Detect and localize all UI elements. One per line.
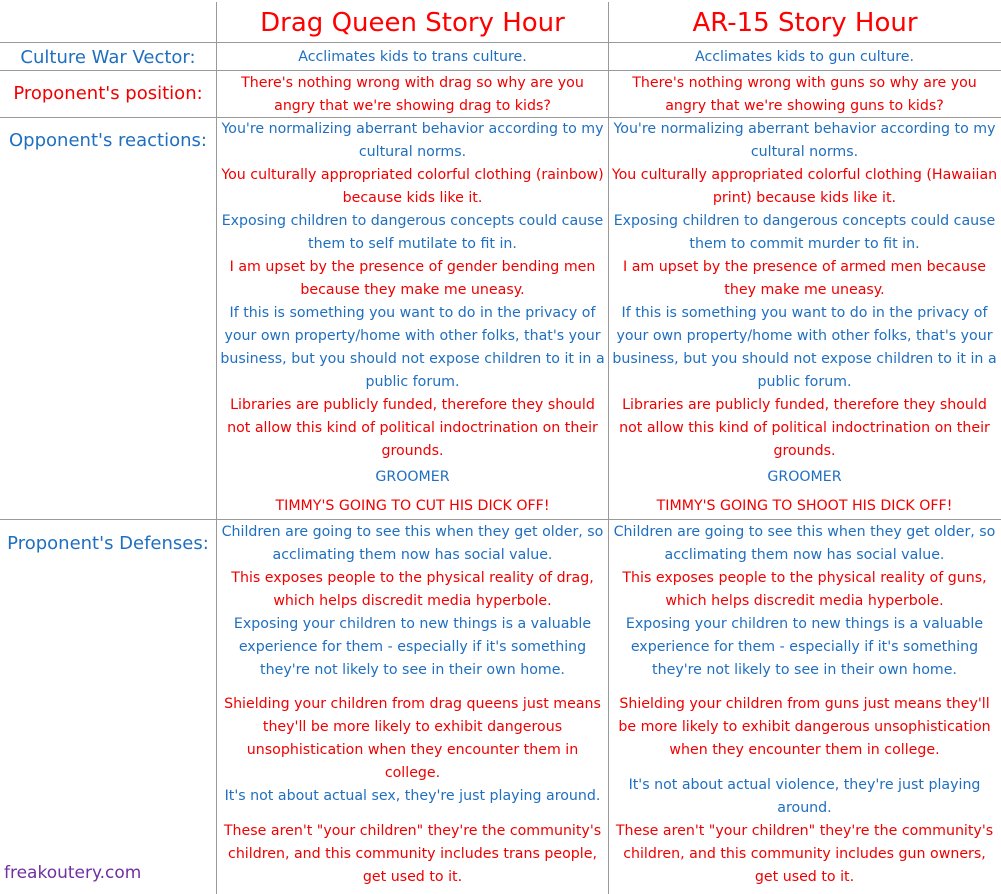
column-header-ar15: AR-15 Story Hour xyxy=(692,8,918,38)
defense-drag-6: These aren't "your children" they're the community's children, and this community includes trans people, get used to it. xyxy=(223,823,602,885)
reaction-drag-3: Exposing children to dangerous concepts could cause them to self mutilate to fit in. xyxy=(221,213,604,252)
reaction-drag-5: If this is something you want to do in the privacy of your own property/home with other folks, that's your business, but you should not expose children to it in a public forum. xyxy=(220,305,605,390)
position-cell-drag: There's nothing wrong with drag so why are you angry that we're showing drag to kids? xyxy=(241,75,584,114)
vector-cell-ar15: Acclimates kids to gun culture. xyxy=(694,49,914,65)
reaction-ar15-3: Exposing children to dangerous concepts could cause them to commit murder to fit in. xyxy=(613,213,996,252)
grid-line-left xyxy=(216,2,217,894)
reaction-drag-6: Libraries are publicly funded, therefore they should not allow this kind of political indoctrination on their grounds. xyxy=(227,397,598,459)
defense-ar15-5: It's not about actual violence, they're just playing around. xyxy=(628,777,981,816)
defense-ar15-1: Children are going to see this when they get older, so acclimating them now has social value. xyxy=(613,524,996,563)
row-label-reactions: Opponent's reactions: xyxy=(9,130,207,151)
reaction-ar15-7: GROOMER xyxy=(767,469,842,485)
position-cell-ar15: There's nothing wrong with guns so why are you angry that we're showing guns to kids? xyxy=(632,75,977,114)
reaction-drag-7: GROOMER xyxy=(375,469,450,485)
reaction-drag-1: You're normalizing aberrant behavior according to my cultural norms. xyxy=(221,121,604,160)
defense-ar15-3: Exposing your children to new things is a valuable experience for them - especially if it's something they're not likely to see in their own home. xyxy=(625,616,984,678)
site-watermark: freakoutery.com xyxy=(4,863,142,883)
defense-drag-3: Exposing your children to new things is a valuable experience for them - especially if it's something they're not likely to see in their own home. xyxy=(233,616,592,678)
reaction-ar15-4: I am upset by the presence of armed men because they make me uneasy. xyxy=(623,259,986,298)
reaction-ar15-1: You're normalizing aberrant behavior according to my cultural norms. xyxy=(613,121,996,160)
defense-drag-2: This exposes people to the physical reality of drag, which helps discredit media hyperbole. xyxy=(231,570,594,609)
grid-line-1 xyxy=(0,42,1001,43)
reaction-ar15-2: You culturally appropriated colorful clothing (Hawaiian print) because kids like it. xyxy=(611,167,998,206)
reaction-drag-2: You culturally appropriated colorful clothing (rainbow) because kids like it. xyxy=(221,167,604,206)
defense-ar15-2: This exposes people to the physical reality of guns, which helps discredit media hyperbole. xyxy=(622,570,987,609)
vector-cell-drag: Acclimates kids to trans culture. xyxy=(298,49,527,65)
defense-drag-1: Children are going to see this when they get older, so acclimating them now has social value. xyxy=(221,524,604,563)
reaction-drag-4: I am upset by the presence of gender bending men because they make me uneasy. xyxy=(229,259,596,298)
reaction-drag-8: TIMMY'S GOING TO CUT HIS DICK OFF! xyxy=(275,498,550,514)
reaction-ar15-8: TIMMY'S GOING TO SHOOT HIS DICK OFF! xyxy=(656,498,953,514)
column-header-drag: Drag Queen Story Hour xyxy=(260,8,565,38)
defense-ar15-6: These aren't "your children" they're the community's children, and this community includes gun owners, get used to it. xyxy=(615,823,994,885)
grid-line-middle xyxy=(608,2,609,894)
defense-drag-4: Shielding your children from drag queens just means they'll be more likely to exhibit dangerous unsophistication when they encounter them in college. xyxy=(224,696,601,781)
row-label-vector: Culture War Vector: xyxy=(20,47,196,68)
row-label-position: Proponent's position: xyxy=(13,83,203,104)
reaction-ar15-5: If this is something you want to do in the privacy of your own property/home with other folks, that's your business, but you should not expose children to it in a public forum. xyxy=(612,305,997,390)
grid-line-4 xyxy=(0,519,1001,520)
row-label-defenses: Proponent's Defenses: xyxy=(7,533,209,554)
defense-drag-5: It's not about actual sex, they're just playing around. xyxy=(224,788,601,804)
reaction-ar15-6: Libraries are publicly funded, therefore they should not allow this kind of political indoctrination on their grounds. xyxy=(619,397,990,459)
defense-ar15-4: Shielding your children from guns just means they'll be more likely to exhibit dangerous unsophistication when they encounter them in college. xyxy=(618,696,991,758)
grid-line-2 xyxy=(0,70,1001,71)
